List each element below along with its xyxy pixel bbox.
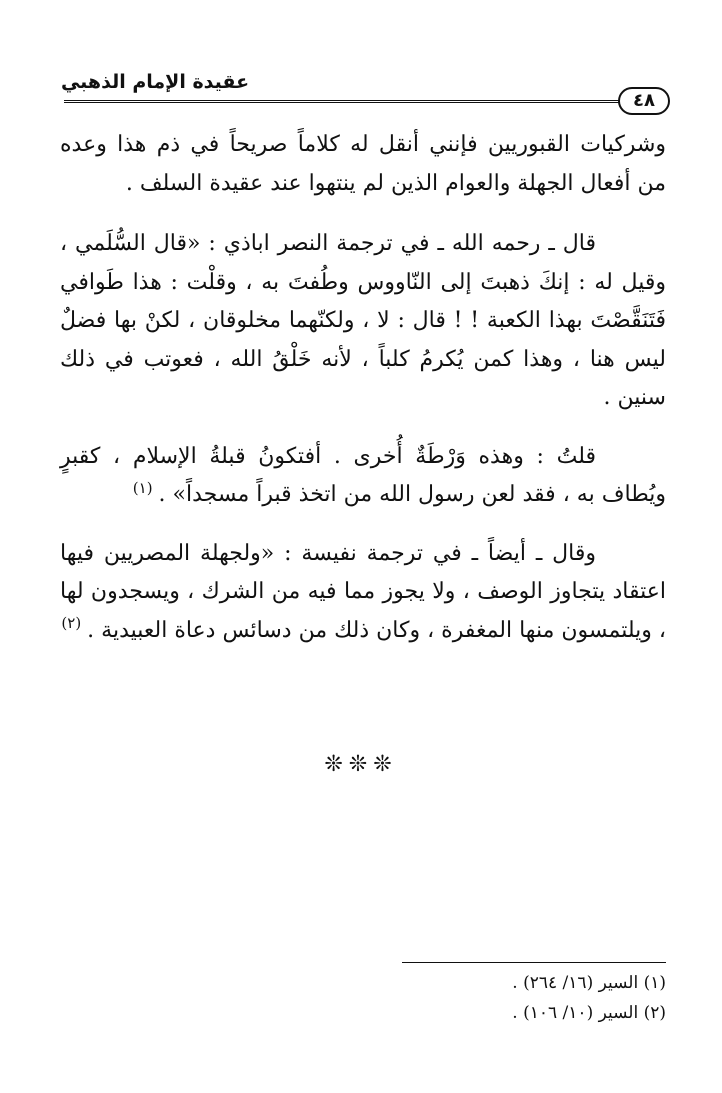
- paragraph-text: وشركيات القبوريين فإنني أنقل له كلاماً صريحاً في ذم هذا وعده من أفعال الجهلة والعوام الذين لم ينتهوا عند عقيدة السلف .: [60, 132, 666, 196]
- paragraph-1: [60, 126, 666, 203]
- footnote-rule: [402, 962, 666, 963]
- body-text: [60, 126, 666, 670]
- footnote-mark-1: (١): [132, 478, 153, 497]
- section-separator: ❊❊❊: [324, 752, 398, 777]
- paragraph-text: وقال ـ أيضاً ـ في ترجمة نفيسة : «ولجهلة المصريين فيها اعتقاد يتجاوز الوصف ، ولا يجوز مما فيه من الشرك ، ويسجدون لها ، ويلتمسون منها المغفرة ، وكان ذلك من دسائس دعاة العبيدية .: [60, 540, 666, 643]
- paragraph-4: [60, 535, 666, 651]
- footnote-mark-2: (٢): [61, 614, 82, 633]
- footnote-1: (١) السير (١٦/ ٢٦٤) .: [512, 973, 666, 993]
- running-header-title: عقيدة الإمام الذهبي: [60, 71, 250, 93]
- paragraph-text: قلتُ : وهذه وَرْطَةٌ أُخرى . أفتكونُ قبلةُ الإسلام ، كقبرٍ ويُطاف به ، فقد لعن رسول الله من اتخذ قبراً مسجداً» .: [60, 443, 666, 507]
- paragraph-3: [60, 438, 666, 515]
- footnotes: [300, 968, 666, 1028]
- header-rule: [64, 100, 624, 103]
- page-number: ٤٨: [618, 87, 670, 115]
- footnote-2: (٢) السير (١٠/ ١٠٦) .: [512, 1003, 666, 1023]
- paragraph-text: قال ـ رحمه الله ـ في ترجمة النصر اباذي : «قال السُّلَمي ، وقيل له : إنكَ ذهبتَ إلى النّاووس وطُفتَ به ، وقلْت : هذا طَوافي فَتَنَقَّصْتَ بهذا الكعبة ! ! قال : لا ، ولكنّهما مخلوقان ، لكنْ بها فضلٌ ليس هنا ، وهذا كمن يُكرمُ كلباً ، لأنه خَلْقُ الله ، فعوتب في ذلك سنين .: [60, 231, 666, 410]
- paragraph-2: [60, 225, 666, 418]
